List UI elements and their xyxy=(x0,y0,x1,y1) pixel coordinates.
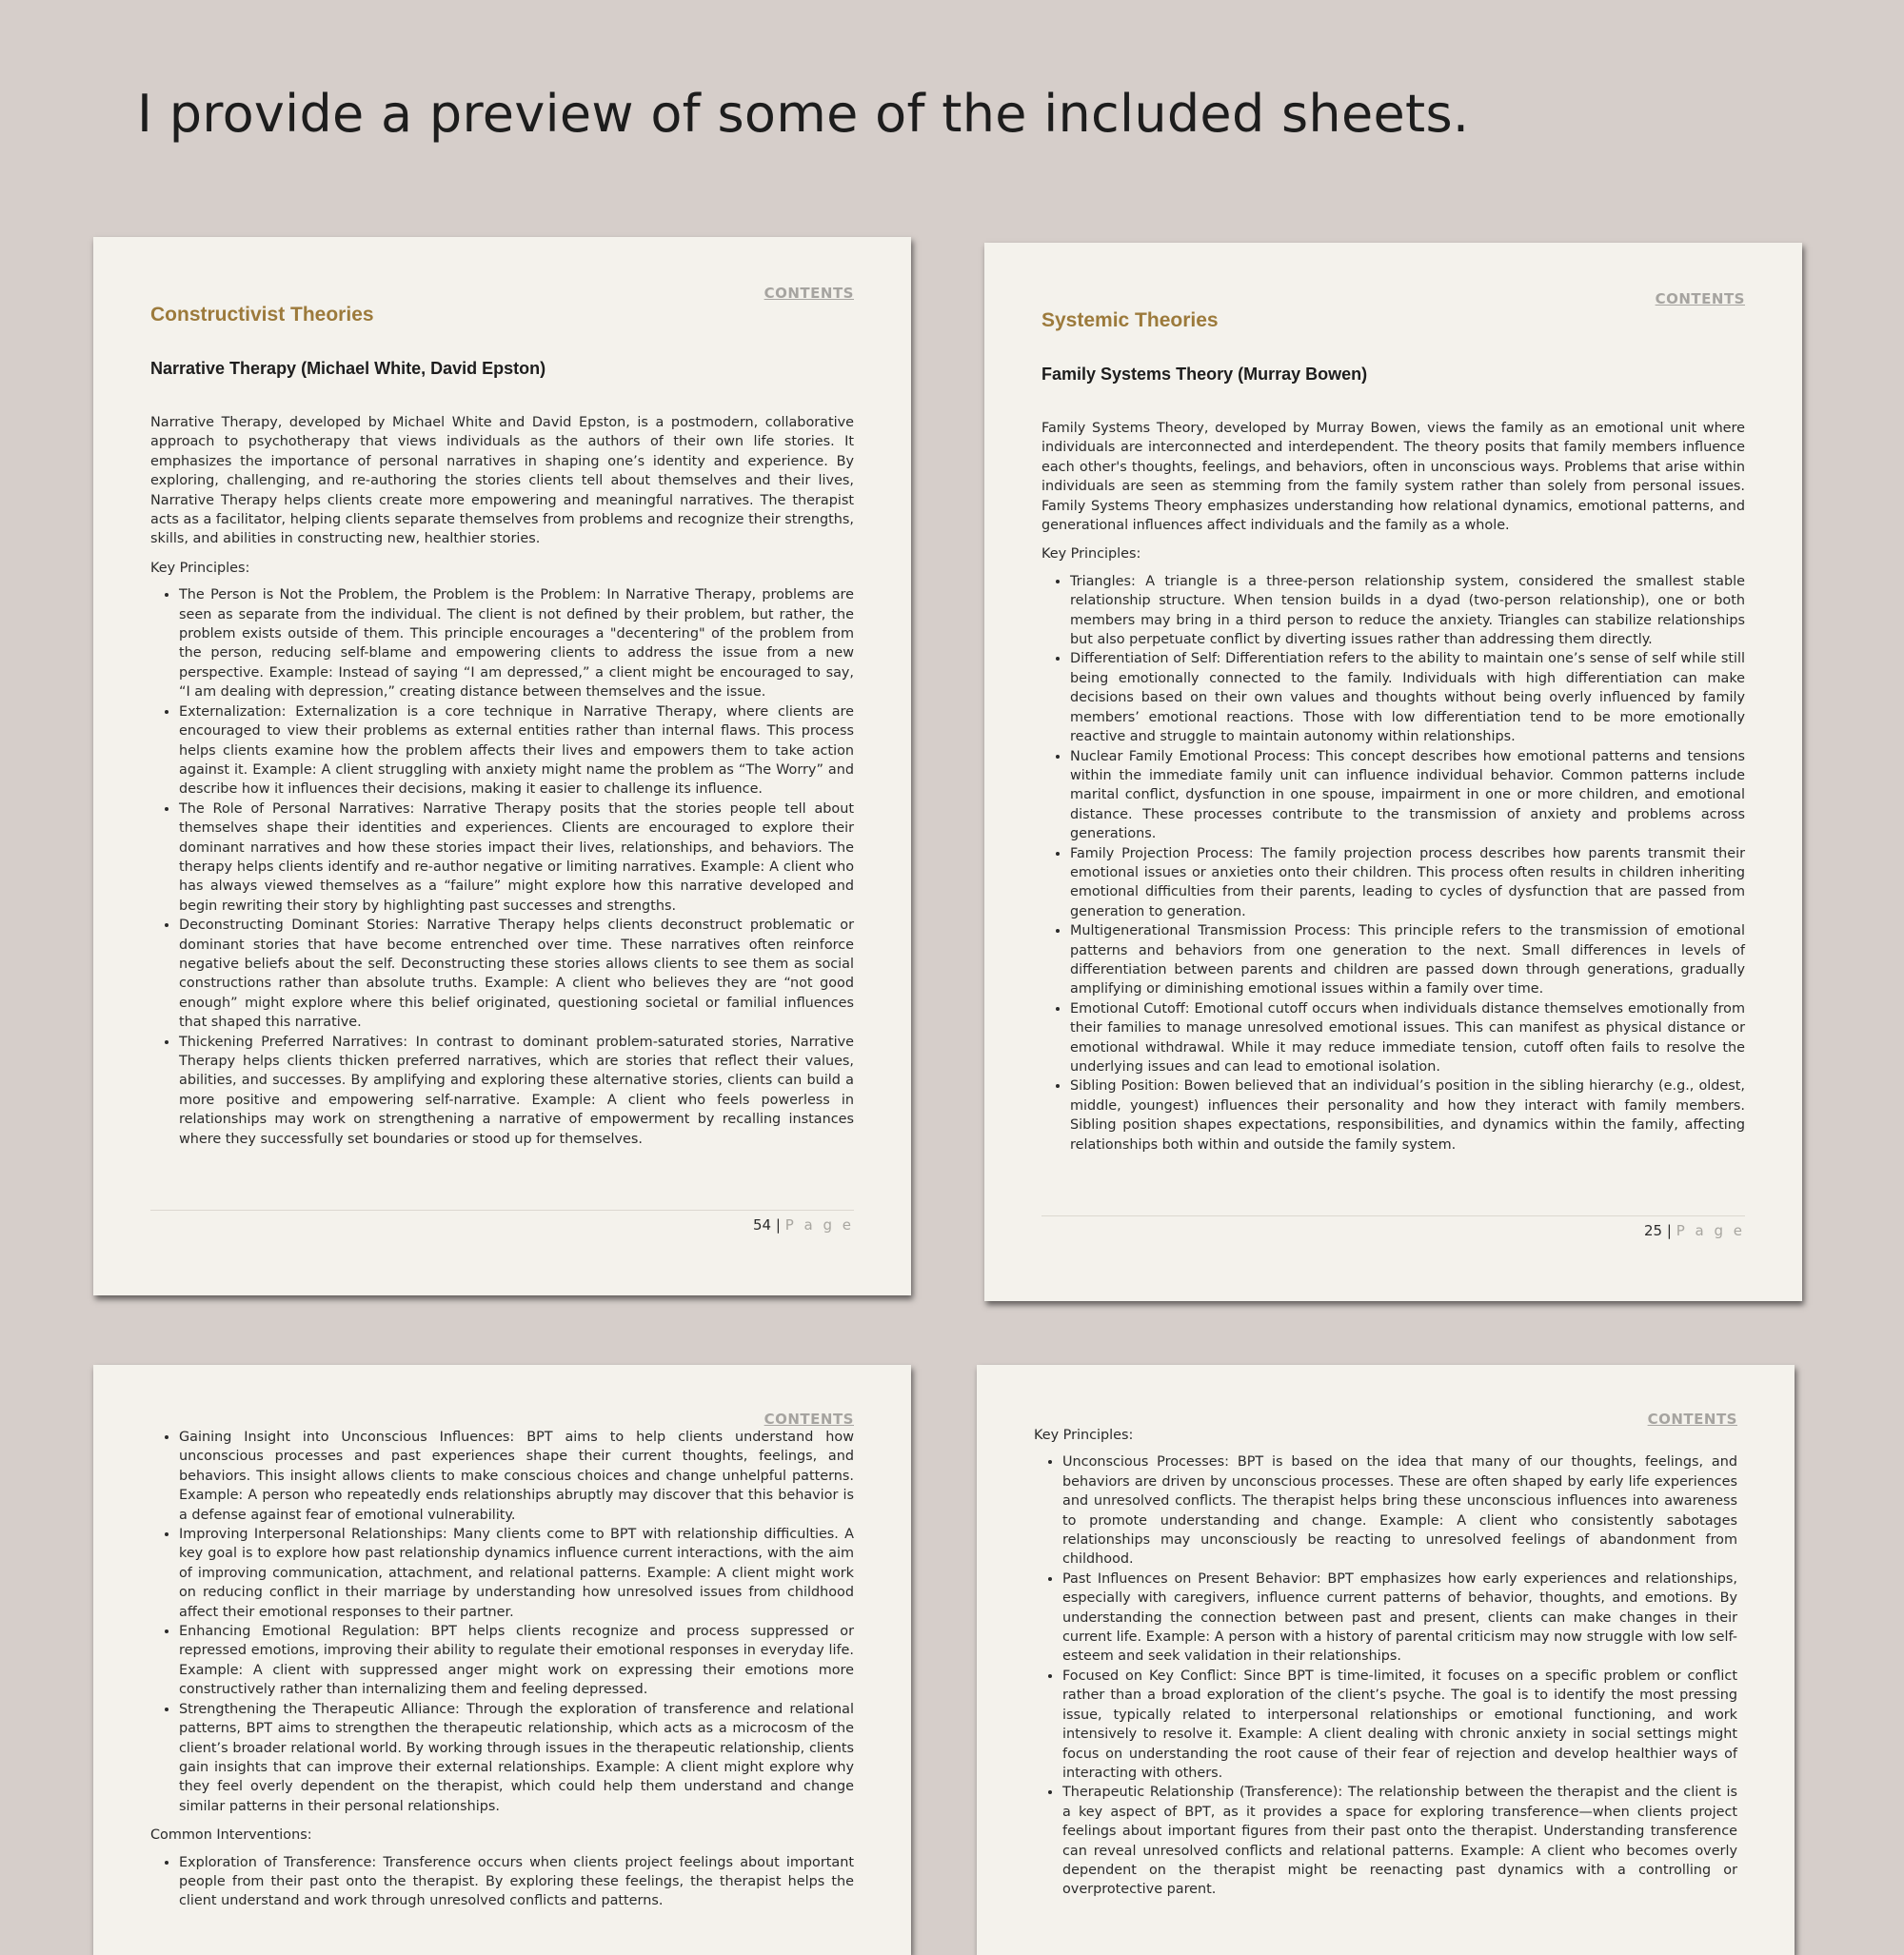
page-footer: 54 | P a g e xyxy=(150,1210,854,1234)
principles-list xyxy=(1041,572,1745,1155)
list-item: • Improving Interpersonal Relationships: Many clients come to BPT with relationship difficulties. A key goal is to explore how past relationship dynamics influence current interactions, with the aim of improving communication, attachment, and relational patterns. Example: A client might work on reducing conflict in their marriage by understanding how unresolved issues from childhood affect their emotional responses to their partner. xyxy=(179,1525,854,1622)
section-title: Systemic Theories xyxy=(1041,309,1219,331)
contents-link[interactable]: CONTENTS xyxy=(764,1411,854,1428)
list-item: • Triangles: A triangle is a three-person relationship system, considered the smallest stable relationship structure. When tension builds in a dyad (two-person relationship), one or both members may bring in a third person to reduce the anxiety. Triangles can stabilize relationships but also perpetuate conflict by diverting issues rather than addressing them directly. xyxy=(1070,572,1745,650)
list-item: • Multigenerational Transmission Process: This principle refers to the transmission of emotional patterns and behaviors from one generation to the next. Small differences in levels of differentiation between parents and children are passed down through generations, gradually amplifying or diminishing emotional issues within a family over time. xyxy=(1070,921,1745,999)
sheet-constructivist-theories xyxy=(93,237,911,1295)
contents-link[interactable]: CONTENTS xyxy=(1647,1411,1737,1428)
list-item: • Externalization: Externalization is a core technique in Narrative Therapy, where clients are encouraged to view their problems as external entities rather than internal flaws. This process helps clients examine how the problem affects their lives and empowers them to take action against it. Example: A client struggling with anxiety might name the problem as “The Worry” and describe how it influences their decisions, making it easier to challenge its influence. xyxy=(179,702,854,800)
list-item: • Exploration of Transference: Transference occurs when clients project feelings about important people from their past onto the therapist. By exploring these feelings, the therapist helps the client understand and work through unresolved conflicts and patterns. xyxy=(179,1853,854,1911)
list-item: • The Person is Not the Problem, the Problem is the Problem: In Narrative Therapy, problems are seen as separate from the individual. The client is not defined by their problem, but rather, the problem exists outside of them. This principle encourages a "decentering" of the problem from the person, reducing self-blame and empowering clients to address the issue from a new perspective. Example: Instead of saying “I am depressed,” a client might be encouraged to say, “I am dealing with depression,” creating distance between themselves and the issue. xyxy=(179,585,854,701)
page-number: 54 xyxy=(753,1216,772,1234)
list-item: • Focused on Key Conflict: Since BPT is time-limited, it focuses on a specific problem or conflict rather than a broad exploration of the client’s psyche. The goal is to identify the most pressing issue, typically related to interpersonal relationships or emotional functioning, and work intensively to resolve it. Example: A client dealing with chronic anxiety in social settings might focus on understanding the root cause of their fear of rejection and develop healthier ways of interacting with others. xyxy=(1062,1667,1737,1783)
sheet-systemic-theories xyxy=(984,243,1802,1301)
key-principles-label: Key Principles: xyxy=(1034,1428,1134,1443)
common-interventions-label: Common Interventions: xyxy=(150,1827,312,1844)
interventions-list xyxy=(150,1853,854,1911)
goals-list xyxy=(150,1428,854,1816)
list-item: • Strengthening the Therapeutic Alliance: Through the exploration of transference and relational patterns, BPT aims to strengthen the therapeutic relationship, which acts as a microcosm of the client’s broader relational world. By working through issues in the therapeutic relationship, clients gain insights that can improve their external relationships. Example: A client might explore why they feel overly dependent on the therapist, which could help them understand and change similar patterns in their personal relationships. xyxy=(179,1700,854,1816)
list-item: • Enhancing Emotional Regulation: BPT helps clients recognize and process suppressed or repressed emotions, improving their ability to regulate their emotional responses in everyday life. Example: A client with suppressed anger might work on expressing their emotions more constructively rather than internalizing them and feeling depressed. xyxy=(179,1622,854,1700)
list-item: • The Role of Personal Narratives: Narrative Therapy posits that the stories people tell about themselves shape their identities and experiences. Clients are encouraged to explore their dominant narratives and how these stories impact their lives, relationships, and behaviors. The therapy helps clients identify and re-author negative or limiting narratives. Example: A client who has always viewed themselves as a “failure” might explore how this narrative developed and begin rewriting their story by highlighting past successes and strengths. xyxy=(179,800,854,916)
list-item: • Past Influences on Present Behavior: BPT emphasizes how early experiences and relationships, especially with caregivers, influence current patterns of behavior, thoughts, and emotions. By understanding the connection between past and present, clients can make changes in their current life. Example: A person with a history of parental criticism may now struggle with low self-esteem and seek validation in their relationships. xyxy=(1062,1570,1737,1667)
sheet-bpt-goals xyxy=(93,1365,911,1955)
list-item: • Sibling Position: Bowen believed that an individual’s position in the sibling hierarchy (e.g., oldest, middle, youngest) influences their personality and how they interact with family members. Sibling position shapes expectations, responsibilities, and dynamics within the family, affecting relationships both within and outside the family system. xyxy=(1070,1076,1745,1155)
list-item: • Family Projection Process: The family projection process describes how parents transmit their emotional issues or anxieties onto their children. This process often results in children inheriting emotional difficulties from their parents, leading to cycles of dysfunction that are passed from generation to generation. xyxy=(1070,844,1745,922)
list-item: • Deconstructing Dominant Stories: Narrative Therapy helps clients deconstruct problematic or dominant stories that have become entrenched over time. These narratives often reinforce negative beliefs about the self. Deconstructing these stories allows clients to see them as social constructions rather than absolute truths. Example: A client who believes they are “not good enough” might explore where this belief originated, questioning societal or familial influences that shaped this narrative. xyxy=(179,916,854,1032)
intro-paragraph: Family Systems Theory, developed by Murray Bowen, views the family as an emotional unit where individuals are interconnected and interdependent. The theory posits that family members influence each other's thoughts, feelings, and behaviors, often in unconscious ways. Problems that arise within individuals are seen as stemming from the family system rather than solely from personal issues. Family Systems Theory emphasizes understanding how relational dynamics, emotional patterns, and generational influences affect individuals and the family as a whole. xyxy=(1041,421,1745,534)
headline: I provide a preview of some of the included sheets. xyxy=(137,84,1470,144)
list-item: • Nuclear Family Emotional Process: This concept describes how emotional patterns and tensions within the immediate family unit can influence individual behavior. Common patterns include marital conflict, dysfunction in one spouse, impairment in one or more children, and emotional distance. These processes contribute to the transmission of anxiety and problems across generations. xyxy=(1070,747,1745,844)
key-principles-label: Key Principles: xyxy=(1041,546,1141,563)
section-title: Constructivist Theories xyxy=(150,304,374,326)
contents-link[interactable]: CONTENTS xyxy=(764,285,854,302)
sheet-bpt-key-principles xyxy=(977,1365,1795,1955)
list-item: • Emotional Cutoff: Emotional cutoff occurs when individuals distance themselves emotionally from their families to manage unresolved emotional issues. This can manifest as physical distance or emotional withdrawal. While it may reduce immediate tension, cutoff often fails to resolve the underlying issues and can lead to emotional isolation. xyxy=(1070,999,1745,1077)
page-number: 25 xyxy=(1644,1222,1663,1239)
subsection-title: Narrative Therapy (Michael White, David Epston) xyxy=(150,359,546,378)
list-item: • Unconscious Processes: BPT is based on the idea that many of our thoughts, feelings, and behaviors are driven by unconscious processes. These are often shaped by early life experiences and unresolved conflicts. The therapist helps bring these unconscious influences into awareness to promote understanding and change. Example: A client who consistently sabotages relationships may unconsciously be reacting to unresolved feelings of abandonment from childhood. xyxy=(1062,1452,1737,1569)
page-word: P a g e xyxy=(1676,1222,1745,1239)
principles-list xyxy=(150,585,854,1149)
subsection-title: Family Systems Theory (Murray Bowen) xyxy=(1041,365,1368,384)
page-word: P a g e xyxy=(784,1216,854,1234)
contents-link[interactable]: CONTENTS xyxy=(1655,290,1745,307)
list-item: • Differentiation of Self: Differentiation refers to the ability to maintain one’s sense of self while still being emotionally connected to the family. Individuals with high differentiation can make decisions based on their own values and thoughts without being overly influenced by family members’ emotional reactions. Those with low differentiation tend to be more emotionally reactive and struggle to maintain autonomy within relationships. xyxy=(1070,649,1745,746)
page-footer: 25 | P a g e xyxy=(1041,1215,1745,1239)
list-item: • Gaining Insight into Unconscious Influences: BPT aims to help clients understand how unconscious processes and past experiences shape their current thoughts, feelings, and behaviors. This insight allows clients to make conscious choices and change unhelpful patterns. Example: A person who repeatedly ends relationships abruptly may discover that this behavior is a defense against fear of emotional vulnerability. xyxy=(179,1428,854,1525)
list-item: • Therapeutic Relationship (Transference): The relationship between the therapist and the client is a key aspect of BPT, as it provides a space for exploring transference—when clients project feelings about important figures from their past onto the therapist. Understanding transference can reveal unresolved conflicts and relational patterns. Example: A client who becomes overly dependent on the therapist might be reenacting past dynamics with a controlling or overprotective parent. xyxy=(1062,1783,1737,1899)
intro-paragraph: Narrative Therapy, developed by Michael White and David Epston, is a postmodern, collaborative approach to psychotherapy that views individuals as the authors of their own life stories. It emphasizes the importance of personal narratives in shaping one’s identity and experience. By exploring, challenging, and re-authoring the stories clients tell about themselves and their lives, Narrative Therapy helps clients create more empowering and meaningful narratives. The therapist acts as a facilitator, helping clients separate themselves from problems and recognize their strengths, skills, and abilities in constructing new, healthier stories. xyxy=(150,415,854,547)
key-principles-label: Key Principles: xyxy=(150,560,250,576)
principles-list xyxy=(1034,1452,1737,1899)
list-item: • Thickening Preferred Narratives: In contrast to dominant problem-saturated stories, Narrative Therapy helps clients thicken preferred narratives, which are stories that reflect their values, abilities, and successes. By amplifying and exploring these alternative stories, clients can build a more positive and empowering self-narrative. Example: A client who feels powerless in relationships may work on strengthening a narrative of empowerment by recalling instances where they successfully set boundaries or stood up for themselves. xyxy=(179,1033,854,1149)
